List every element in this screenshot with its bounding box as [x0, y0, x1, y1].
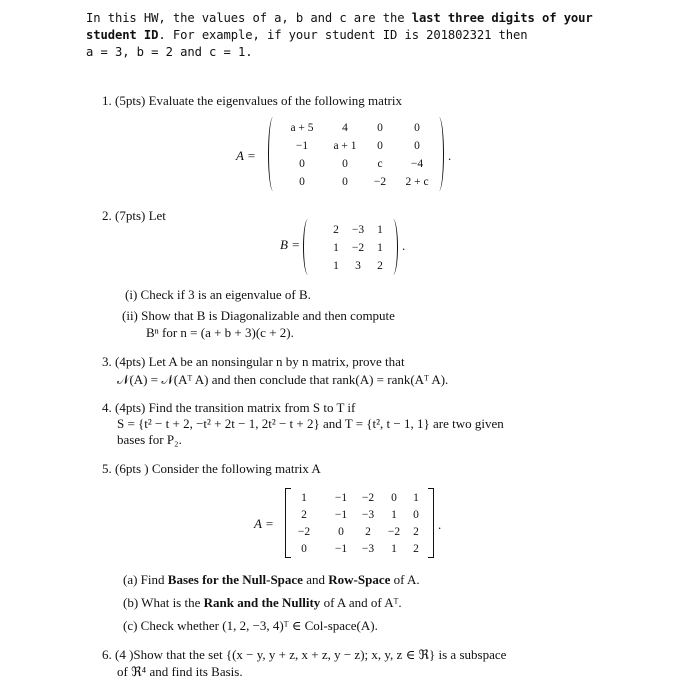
- q1-cell-r4c4: 2 + c: [405, 176, 429, 188]
- q1-cell-r2c3: 0: [377, 140, 383, 152]
- intro-bold-id: student ID: [86, 28, 159, 42]
- q6-line-2: of ℜ⁴ and find its Basis.: [117, 664, 243, 679]
- intro-line-3: a = 3, b = 2 and c = 1.: [86, 45, 253, 59]
- q5-part-c: (c) Check whether (1, 2, −3, 4)ᵀ ∈ Col-space(A).: [123, 618, 378, 633]
- q5-part-a: (a) Find Bases for the Null-Space and Row-Space of A.: [123, 572, 420, 587]
- q5-cell-r1c2: −1: [334, 492, 348, 504]
- q2-part-i: (i) Check if 3 is an eigenvalue of B.: [125, 287, 311, 302]
- q5-cell-r3c2: 0: [338, 526, 344, 538]
- q1-period: .: [448, 148, 452, 163]
- q5-matrix-label: A =: [254, 516, 274, 531]
- q4-line-1: 4. (4pts) Find the transition matrix from S to T if: [102, 400, 356, 415]
- intro-paragraph: [86, 10, 646, 61]
- q2-text: 2. (7pts) Let: [102, 208, 166, 223]
- q2-cell-r3c3: 2: [377, 260, 383, 272]
- q1-matrix-label: A =: [236, 148, 256, 163]
- intro-line-2: student ID. For example, if your student ID is 201802321 then: [86, 28, 528, 42]
- q1-cell-r3c3: c: [377, 158, 383, 170]
- q5-cell-r1c4: 0: [391, 492, 397, 504]
- q5-cell-r3c5: 2: [413, 526, 419, 538]
- q1-cell-r1c2: 4: [342, 122, 348, 134]
- q1-cell-r2c4: 0: [414, 140, 420, 152]
- q4-line-3: bases for P₂.: [117, 432, 182, 447]
- q2-period: .: [402, 238, 406, 253]
- q2-right-paren: [388, 219, 398, 275]
- q2-cell-r2c1: 1: [333, 242, 339, 254]
- q1-cell-r4c2: 0: [342, 176, 348, 188]
- q2-cell-r2c2: −2: [351, 242, 365, 254]
- q2-cell-r3c2: 3: [355, 260, 361, 272]
- q2-cell-r2c3: 1: [377, 242, 383, 254]
- q2-cell-r1c2: −3: [351, 224, 365, 236]
- q5-cell-r3c3: 2: [365, 526, 371, 538]
- q2-matrix-label: B =: [280, 237, 300, 252]
- q5-cell-r4c5: 2: [413, 543, 419, 555]
- q5-cell-r1c1: 1: [301, 492, 307, 504]
- intro-bold-text: last three digits of your: [411, 11, 593, 25]
- q1-cell-r1c1: a + 5: [290, 122, 314, 134]
- q2-part-ii-line-2: Bⁿ for n = (a + b + 3)(c + 2).: [146, 325, 294, 340]
- q1-cell-r3c1: 0: [299, 158, 305, 170]
- intro-line-1: In this HW, the values of a, b and c are the last three digits of your: [86, 11, 593, 25]
- q5-text: 5. (6pts ) Consider the following matrix A: [102, 461, 321, 476]
- q6-line-1: 6. (4 )Show that the set {(x − y, y + z, x + z, y − z); x, y, z ∈ ℜ} is a subspace: [102, 647, 507, 662]
- q3-line-2: 𝒩(A) = 𝒩(Aᵀ A) and then conclude that rank(A) = rank(Aᵀ A).: [117, 372, 449, 387]
- q1-cell-r1c3: 0: [377, 122, 383, 134]
- q1-cell-r3c4: −4: [410, 158, 424, 170]
- q1-cell-r4c1: 0: [299, 176, 305, 188]
- q2-part-ii-line-1: (ii) Show that B is Diagonalizable and then compute: [122, 308, 395, 323]
- q1-cell-r2c1: −1: [295, 140, 309, 152]
- q5-cell-r1c5: 1: [413, 492, 419, 504]
- q5-right-bracket: [428, 488, 434, 558]
- q5-cell-r2c3: −3: [361, 509, 375, 521]
- q5-cell-r3c4: −2: [387, 526, 401, 538]
- q5-period: .: [438, 517, 442, 532]
- q1-cell-r3c2: 0: [342, 158, 348, 170]
- q5-cell-r2c4: 1: [391, 509, 397, 521]
- q5-cell-r4c3: −3: [361, 543, 375, 555]
- q1-text: 1. (5pts) Evaluate the eigenvalues of the following matrix: [102, 93, 402, 108]
- q1-cell-r1c4: 0: [414, 122, 420, 134]
- q5-cell-r4c4: 1: [391, 543, 397, 555]
- q2-cell-r3c1: 1: [333, 260, 339, 272]
- q5-cell-r2c1: 2: [301, 509, 307, 521]
- q1-cell-r4c3: −2: [373, 176, 387, 188]
- q1-cell-r2c2: a + 1: [333, 140, 357, 152]
- q2-left-paren: [303, 219, 313, 275]
- q1-left-paren: [268, 117, 278, 191]
- q5-cell-r3c1: −2: [297, 526, 311, 538]
- q2-cell-r1c1: 2: [333, 224, 339, 236]
- q5-cell-r4c1: 0: [301, 543, 307, 555]
- q3-line-1: 3. (4pts) Let A be an nonsingular n by n matrix, prove that: [102, 354, 405, 369]
- q1-right-paren: [434, 117, 444, 191]
- q5-cell-r2c2: −1: [334, 509, 348, 521]
- q5-cell-r1c3: −2: [361, 492, 375, 504]
- q4-line-2: S = {t² − t + 2, −t² + 2t − 1, 2t² − t + 2} and T = {t², t − 1, 1} are two given: [117, 416, 504, 431]
- q5-cell-r2c5: 0: [413, 509, 419, 521]
- q2-cell-r1c3: 1: [377, 224, 383, 236]
- q5-cell-r4c2: −1: [334, 543, 348, 555]
- q5-part-b: (b) What is the Rank and the Nullity of A and of Aᵀ.: [123, 595, 402, 610]
